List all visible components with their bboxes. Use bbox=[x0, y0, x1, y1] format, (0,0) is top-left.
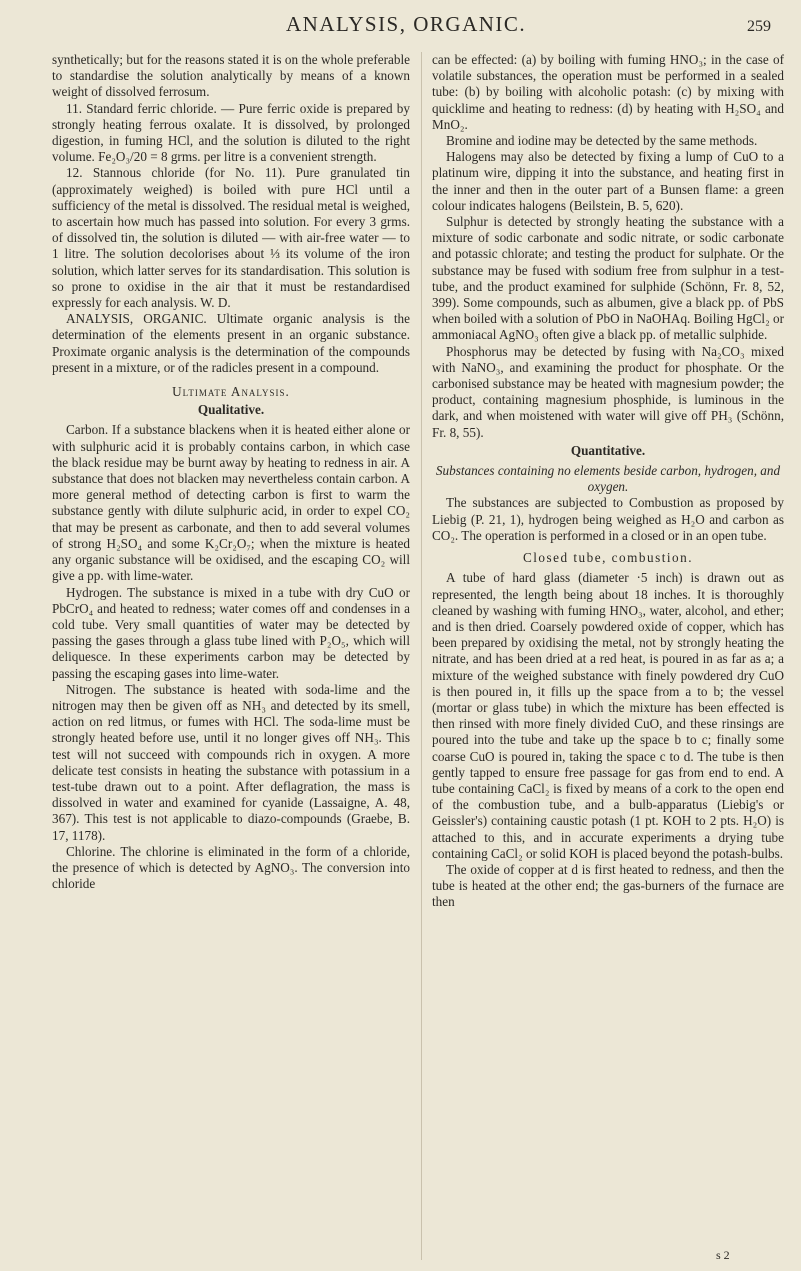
paragraph: Bromine and iodine may be detected by the same methods. bbox=[446, 133, 758, 149]
paragraph: The oxide of copper at d is first heated to redness, and then the tube is heated at the other end; the gas-burners of the furnace are then bbox=[432, 861, 784, 910]
paragraph: Chlorine. The chlorine is eliminated in the form of a chloride, the presence of which is detected by AgNO₃. The conversion into chloride bbox=[52, 843, 410, 892]
subsection-heading: Quantitative. bbox=[570, 442, 646, 458]
paragraph: 12. Stannous chloride (for No. 11). Pure granulated tin (approximately weighed) is boiled with pure HCl until a sufficiency of the metal is dissolved. The residual metal is weighed, to ascertain how much has passed into solution. For every 3 grms. of dissolved tin, the solution is diluted — with air-free water — to 1 litre. The solution decolorises about ⅓ its volume of the iron solution, which latter serves for its standardisation. This solution is so prone to oxidise in the air that it must be restandardised expressly for each analysis. W. D. bbox=[52, 165, 410, 311]
paragraph: A tube of hard glass (diameter ·5 inch) is drawn out as represented, the length being about 18 inches. It is thoroughly cleaned by washing with fuming HNO₃, water, alcohol, and ether; and is then dried. Coarsely powdered oxide of copper, which has been prepared by oxidising the metal, not by strongly heating the nitrate, and has been dried at a red heat, is poured in as far as a; a mixture of the weighed substance with finely powdered dry CuO is then poured in, it fills up the space from a to b; the vessel (mortar or glass tube) in which the mixture has been effected is then rinsed with more finely divided CuO, and these rinsings are poured into the tube and take up the space b to c; finally some coarse CuO is poured in, taking the space c to d. The tube is then gently tapped to ensure free passage for gas from end to end. A tube containing CaCl₂ is fixed by means of a cork to the open end of the combustion tube, and a bulb-apparatus (Liebig's or Geissler's) containing caustic potash (1 pt. KOH to 2 pts. H₂O) is attached to this, and in accurate experiments a drying tube containing CaCl₂ or solid KOH is placed beyond the potash-bulbs. bbox=[432, 570, 784, 861]
paragraph: ANALYSIS, ORGANIC. Ultimate organic analysis is the determination of the elements present in an organic substance. Proximate organic analysis is the determination of the compounds present in a mixture, or of the radicles present in a compound. bbox=[52, 311, 410, 375]
paragraph: Nitrogen. The substance is heated with soda-lime and the nitrogen may then be given off as NH₃ and detected by its smell, action on red litmus, or fumes with HCl. The soda-lime must be strongly heated before use, until it no longer gives off NH₃. This test will not succeed with compounds rich in oxygen. A more delicate test consists in heating the substance with potassium in a test-tube drawn out to a point. After deflagration, the mass is dissolved in water and examined for cyanide (Lassaigne, A. 48, 367). This test is not applicable to diazo-compounds (Graebe, B. 17, 1178). bbox=[52, 681, 410, 843]
paragraph: Hydrogen. The substance is mixed in a tube with dry CuO or PbCrO₄ and heated to redness; water comes off and condenses in a cold tube. Very small quantities of water may be detected by passing the gases through a glass tube lined with P₂O₅, which will deliquesce. In these experiments carbon may be detected by passing the escaping gases into lime-water. bbox=[52, 584, 410, 681]
paragraph: Halogens may also be detected by fixing a lump of CuO to a platinum wire, dipping it into the substance, and heating first in the inner and then in the outer part of a Bunsen flame: a green colour indicates halogens (Beilstein, B. 5, 620). bbox=[432, 149, 784, 213]
signature-mark: s 2 bbox=[716, 1248, 730, 1262]
subsection-heading: Qualitative. bbox=[197, 402, 265, 418]
column-divider bbox=[421, 52, 422, 1260]
running-title: ANALYSIS, ORGANIC. bbox=[286, 12, 527, 36]
right-column bbox=[432, 52, 784, 911]
left-column bbox=[52, 52, 410, 892]
subsection-caption: Substances containing no elements beside carbon, hydrogen, and oxygen. bbox=[435, 463, 781, 495]
running-header bbox=[40, 12, 781, 40]
paragraph: Phosphorus may be detected by fusing with Na₂CO₃ mixed with NaNO₃, and examining the product for phosphate. Or the carbonised substance may be heated with magnesium powder; the product, containing magnesium phosphide, is luminous in the dark, and when moistened with water will give off PH₃ (Schönn, Fr. 8, 55). bbox=[432, 343, 784, 440]
page-number: 259 bbox=[747, 18, 771, 35]
paragraph: can be effected: (a) by boiling with fuming HNO₃; in the case of volatile substances, the operation must be performed in a sealed tube: (b) by boiling with alcoholic potash: (c) by mixing with quicklime and heating to redness: (d) by heating with H₂SO₄ and MnO₂. bbox=[432, 52, 784, 132]
paragraph: 11. Standard ferric chloride. — Pure ferric oxide is prepared by strongly heating ferrous oxalate. It is dissolved, by prolonged digestion, in fuming HCl, and the solution is diluted to the right volume. Fe₂O₃/20 = 8 grms. per litre is a convenient strength. bbox=[52, 100, 410, 165]
paragraph: Carbon. If a substance blackens when it is heated either alone or with sulphuric acid it is probably contains carbon, in which case the black residue may be burnt away by heating to redness in air. A substance that does not blacken may nevertheless contain carbon. A more general method of detecting carbon is first to warm the substance gently with dilute sulphuric acid, in order to expel CO₂ that may be present as carbonate, and then to add several volumes of strong H₂SO₄ and some K₂Cr₂O₇; when the mixture is heated any organic substance will be oxidised, and the escaping CO₂ will give a pp. with lime-water. bbox=[52, 422, 410, 584]
section-heading: Ultimate Analysis. bbox=[172, 384, 290, 400]
subsection-heading: Closed tube, combustion. bbox=[522, 550, 694, 566]
paragraph: The substances are subjected to Combustion as proposed by Liebig (P. 21, 1), hydrogen being weighed as H₂O and carbon as CO₂. The operation is performed in a closed or in an open tube. bbox=[432, 495, 784, 543]
paragraph: synthetically; but for the reasons stated it is on the whole preferable to standardise the solution analytically by means of a known weight of dissolved ferrosum. bbox=[52, 52, 410, 100]
paragraph: Sulphur is detected by strongly heating the substance with a mixture of sodic carbonate and sodic nitrate, or sodic carbonate and potassic chlorate; and testing the product for sulphate. Or the substance may be fused with sodium free from sulphur in a test-tube, and the product examined for sulphide (Schönn, Fr. 8, 52, 399). Some compounds, such as albumen, give a black pp. of PbS when boiled with a solution of PbO in NaOHAq. Boiling HgCl₂ or ammoniacal AgNO₃ often give a black pp. of metallic sulphide. bbox=[432, 214, 784, 343]
